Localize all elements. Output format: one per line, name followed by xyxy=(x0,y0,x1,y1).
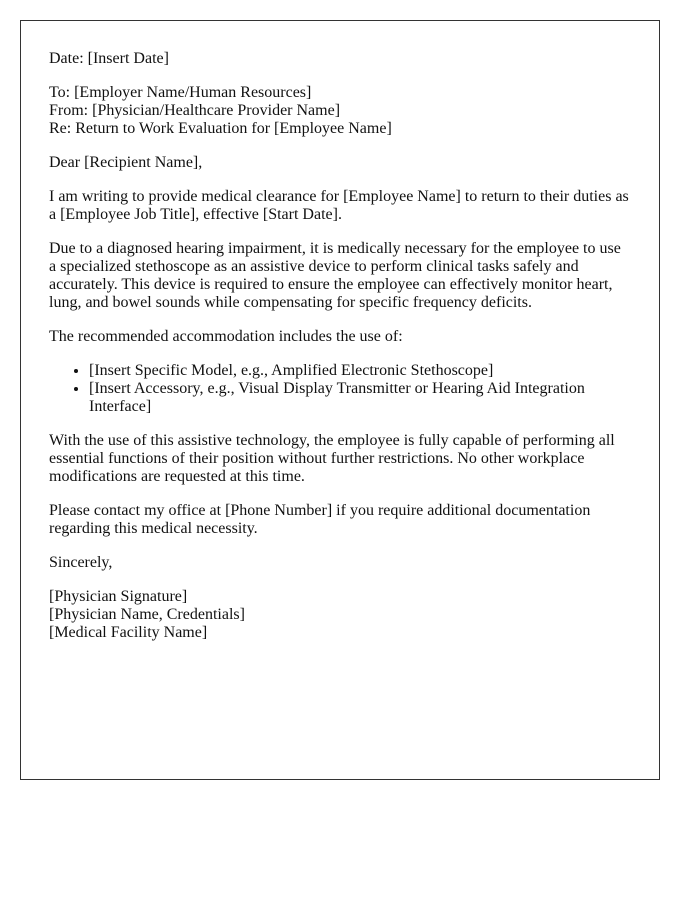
re-line: Re: Return to Work Evaluation for [Employee Name] xyxy=(49,120,392,137)
letter-document xyxy=(20,20,660,780)
signature-block xyxy=(49,588,631,642)
accommodation-item-accessory: • [Insert Accessory, e.g., Visual Display Transmitter or Hearing Aid Integration Interface] xyxy=(89,380,631,416)
capability-paragraph: With the use of this assistive technology, the employee is fully capable of performing all essential functions of their position without further restrictions. No other workplace modifications are requested at this time. xyxy=(49,432,615,485)
letter-header xyxy=(49,84,631,138)
from-line: From: [Physician/Healthcare Provider Name] xyxy=(49,102,341,119)
medical-facility-name: [Medical Facility Name] xyxy=(49,624,208,641)
valediction: Sincerely, xyxy=(49,554,113,571)
to-line: To: [Employer Name/Human Resources] xyxy=(49,84,312,101)
salutation: Dear [Recipient Name], xyxy=(49,154,203,171)
necessity-paragraph: Due to a diagnosed hearing impairment, it is medically necessary for the employee to use a specialized stethoscope as an assistive device to perform clinical tasks safely and accurately. This device is required to ensure the employee can effectively monitor heart, lung, and bowel sounds while compensating for specific frequency deficits. xyxy=(49,240,621,311)
date-line: Date: [Insert Date] xyxy=(49,50,169,67)
contact-paragraph: Please contact my office at [Phone Number] if you require additional documentation regarding this medical necessity. xyxy=(49,502,591,537)
accommodation-item-device: • [Insert Specific Model, e.g., Amplified Electronic Stethoscope] xyxy=(89,362,631,380)
accommodation-list xyxy=(49,362,631,416)
physician-name-credentials: [Physician Name, Credentials] xyxy=(49,606,245,623)
clearance-paragraph: I am writing to provide medical clearance for [Employee Name] to return to their duties as a [Employee Job Title], effective [Start Date]. xyxy=(49,188,629,223)
accommodation-intro: The recommended accommodation includes the use of: xyxy=(49,328,403,345)
physician-signature: [Physician Signature] xyxy=(49,588,188,605)
